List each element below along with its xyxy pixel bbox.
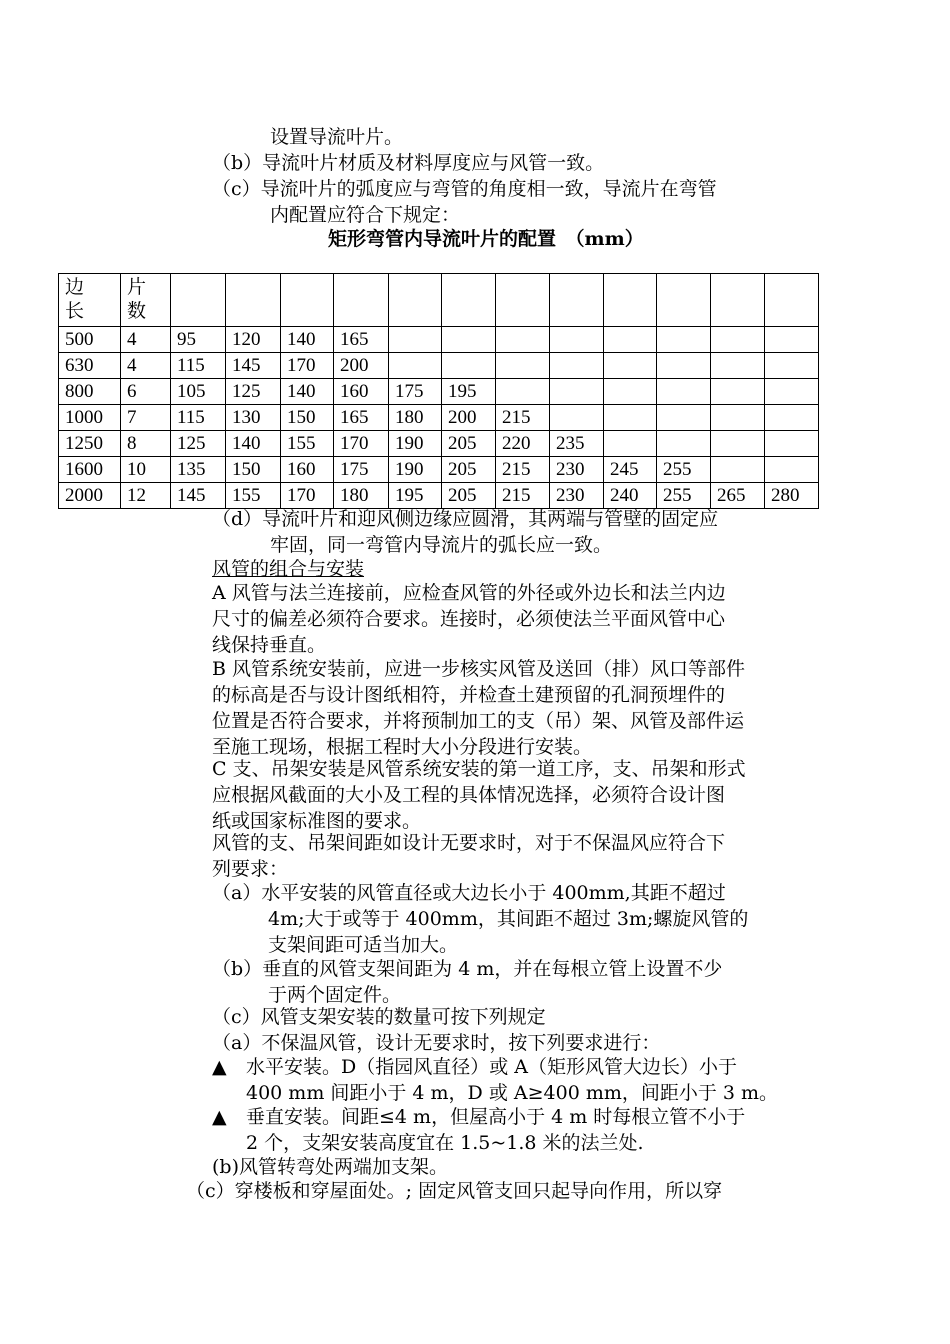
header-side-length: 边 长 [59,274,121,327]
text-line: B 风管系统安装前，应进一步核实风管及送回（排）风口等部件 [212,658,746,680]
text-line: 风管的支、吊架间距如设计无要求时，对于不保温风应符合下 [212,832,726,854]
text-line: 设置导流叶片。 [270,126,404,148]
table-header-row [59,274,819,327]
text-line: A 风管与法兰连接前，应检查风管的外径或外边长和法兰内边 [212,582,726,604]
text-line: 于两个固定件。 [268,984,402,1006]
table-row: 630 4 115 145 170 200 [59,353,819,379]
text-line: （b）垂直的风管支架间距为 4 m，并在每根立管上设置不少 [212,958,723,980]
table-row: 1000 7 115 130 150 165 180 200 215 [59,405,819,431]
header-vane-count: 片 数 [121,274,171,327]
text-line: （c）导流叶片的弧度应与弯管的角度相一致，导流片在弯管 [212,178,717,200]
text-line: 牢固，同一弯管内导流片的弧长应一致。 [270,534,613,556]
text-line: (b)风管转弯处两端加支架。 [212,1156,448,1178]
text-line: 尺寸的偏差必须符合要求。连接时，必须使法兰平面风管中心 [212,608,726,630]
text-line: 纸或国家标准图的要求。 [212,810,422,832]
table-row: 800 6 105 125 140 160 175 195 [59,379,819,405]
text-line: （c）风管支架安装的数量可按下列规定 [212,1006,546,1028]
text-line: （a）不保温风管，设计无要求时，按下列要求进行： [212,1032,661,1054]
text-line: 2 个，支架安装高度宜在 1.5~1.8 米的法兰处. [246,1132,644,1154]
text-line: 400 mm 间距小于 4 m，D 或 A≥400 mm，间距小于 3 m。 [246,1082,779,1104]
table-row: 1250 8 125 140 155 170 190 205 220 235 [59,431,819,457]
text-line: 应根据风截面的大小及工程的具体情况选择，必须符合设计图 [212,784,726,806]
text-line: 支架间距可适当加大。 [268,934,459,956]
text-line: （c）穿楼板和穿屋面处。; 固定风管支回只起导向作用，所以穿 [186,1180,723,1202]
text-line: 位置是否符合要求，并将预制加工的支（吊）架、风管及部件运 [212,710,745,732]
text-line: （a）水平安装的风管直径或大边长小于 400mm,其距不超过 [212,882,726,904]
table-title: 矩形弯管内导流叶片的配置 （mm） [328,228,644,250]
text-line: C 支、吊架安装是风管系统安装的第一道工序，支、吊架和形式 [212,758,746,780]
text-line: 列要求： [212,858,289,880]
text-line: （b）导流叶片材质及材料厚度应与风管一致。 [212,152,605,174]
text-line: 至施工现场，根据工程时大小分段进行安装。 [212,736,593,758]
guide-vane-table [58,273,819,509]
text-line: 内配置应符合下规定： [270,204,461,226]
table-row: 1600 10 135 150 160 175 190 205 215 230 245 255 [59,457,819,483]
section-heading: 风管的组合与安装 [212,558,365,580]
text-line: 水平安装。D（指园风直径）或 A（矩形风管大边长）小于 [246,1056,737,1078]
text-line: 4m;大于或等于 400mm，其间距不超过 3m;螺旋风管的 [268,908,749,930]
text-line: 的标高是否与设计图纸相符，并检查土建预留的孔洞预埋件的 [212,684,726,706]
table-row: 500 4 95 120 140 165 [59,327,819,353]
text-line: 线保持垂直。 [212,634,327,656]
triangle-bullet-icon: ▲ [212,1106,227,1128]
text-line: 垂直安装。间距≤4 m，但屋高小于 4 m 时每根立管不小于 [246,1106,746,1128]
table-row: 2000 12 145 155 170 180 195 205 215 230 240 255 265 280 [59,483,819,509]
triangle-bullet-icon: ▲ [212,1056,227,1078]
text-line: （d）导流叶片和迎风侧边缘应圆滑，其两端与管壁的固定应 [212,508,719,530]
